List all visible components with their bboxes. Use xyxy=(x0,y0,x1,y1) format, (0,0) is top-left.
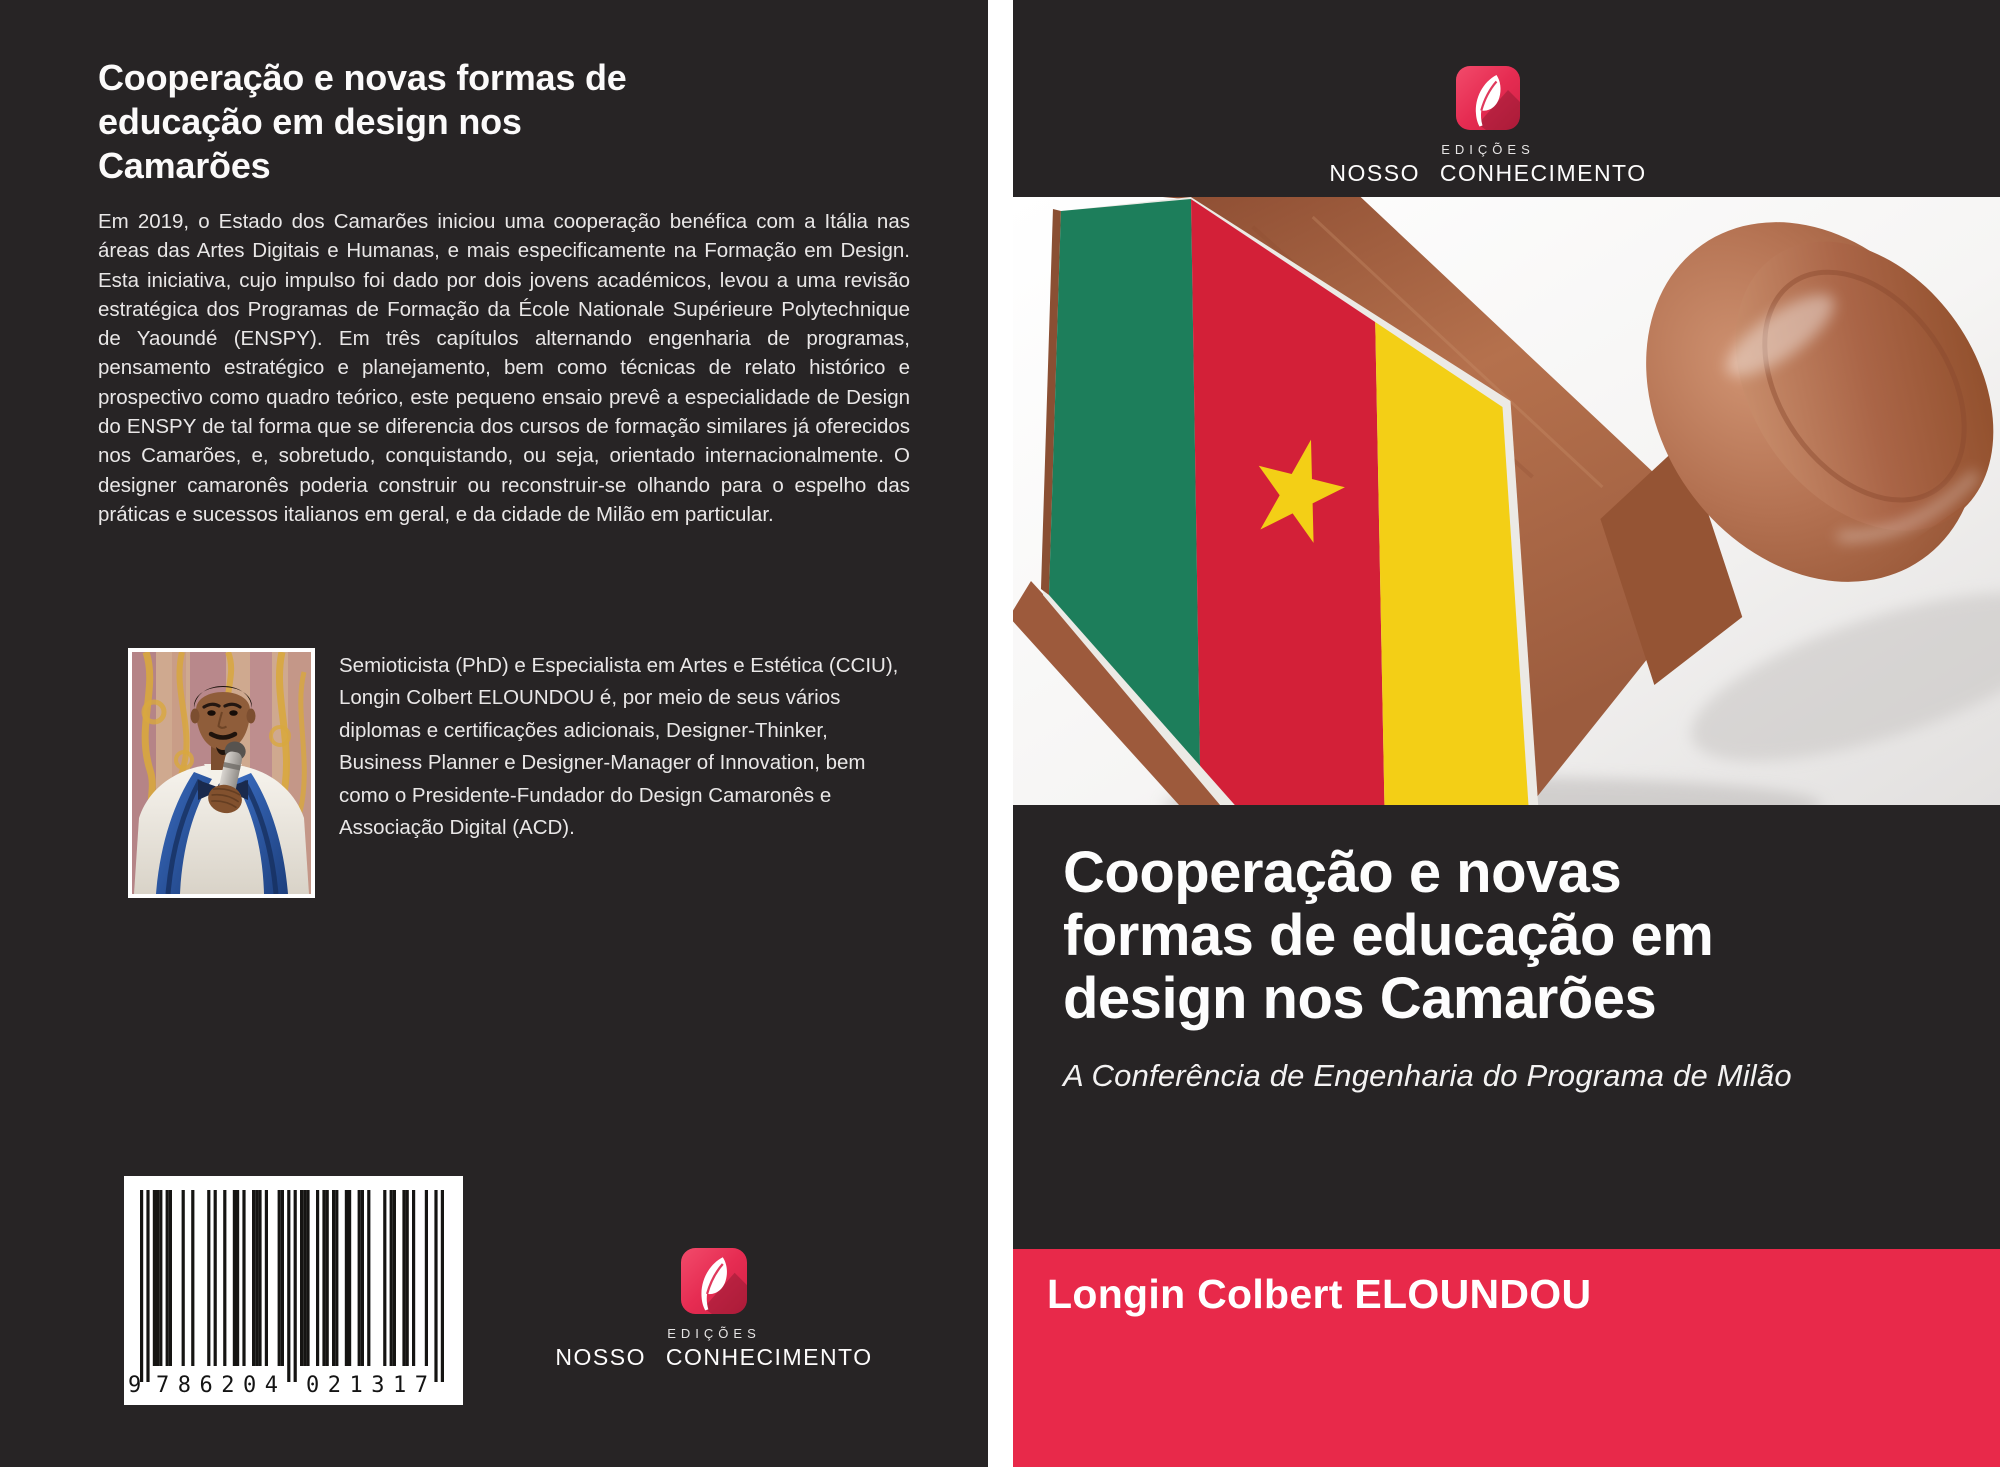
isbn-group-1: 9 xyxy=(128,1373,142,1398)
front-title-line-3: design nos Camarões xyxy=(1063,966,1657,1031)
isbn-group-3: 021317 xyxy=(306,1373,437,1398)
cameroon-flag-stamp-illustration xyxy=(1013,197,2000,805)
publisher-line-small: EDIÇÕES xyxy=(1441,142,1535,157)
author-bio: Semioticista (PhD) e Especialista em Artes e Estética (CCIU), Longin Colbert ELOUNDOU é, por meio de seus vários diplomas e certificações adicionais, Designer-Thinker, Business Planner e Designer-Manager of Innovation, bem como o Presidente-Fundador do Design Camaronês e Associação Digital (ACD). xyxy=(339,654,899,840)
isbn-barcode xyxy=(124,1176,463,1405)
front-top-band xyxy=(1013,0,2000,197)
front-title-band xyxy=(1013,805,2000,1249)
front-cover-subtitle: A Conferência de Engenharia do Programa de Milão xyxy=(1063,1058,1792,1093)
isbn-group-2: 786204 xyxy=(156,1373,287,1398)
publisher-logo-icon xyxy=(681,1248,747,1314)
publisher-logo-icon xyxy=(1456,66,1520,130)
back-cover-title xyxy=(98,56,627,188)
author-band xyxy=(1013,1249,2000,1467)
back-cover-blurb: Em 2019, o Estado dos Camarões iniciou uma cooperação benéfica com a Itália nas áreas das Artes Digitais e Humanas, e mais especificamente na Formação em Design. Esta iniciativa, cujo impulso foi dado por dois jovens académicos, levou a uma revisão estratégica dos Programas de Formação da École Nationale Supérieure Polytechnique de Yaoundé (ENSPY). Em três capítulos alternando engenharia de programas, pensamento estratégico e planejamento, bem como técnicas de relato histórico e prospectivo como quadro teórico, este pequeno ensaio prevê a especialidade de Design do ENSPY de tal forma que se diferencia dos cursos de formação similares já oferecidos nos Camarões, e, sobretudo, conquistando, ou seja, orientado internacionalmente. O designer camaronês poderia construir ou reconstruir-se olhando para o espelho das práticas e sucessos italianos em geral, e da cidade de Milão em particular. xyxy=(98,210,910,526)
publisher-name: NOSSO CONHECIMENTO xyxy=(1329,160,1647,186)
front-cover xyxy=(1013,0,2000,1467)
publisher-line-small: EDIÇÕES xyxy=(667,1326,761,1341)
barcode-bars xyxy=(140,1190,444,1382)
back-cover xyxy=(0,0,988,1467)
publisher-logo-front xyxy=(1329,66,1647,187)
back-title-line-3: Camarões xyxy=(98,145,271,186)
flag-stamp-photo xyxy=(1013,197,2000,805)
author-photo xyxy=(128,648,315,898)
publisher-logo-back xyxy=(555,1248,873,1371)
publisher-name: NOSSO CONHECIMENTO xyxy=(555,1344,873,1370)
front-cover-title xyxy=(1063,841,1964,1030)
front-title-line-2: formas de educação em xyxy=(1063,903,1714,968)
back-title-line-1: Cooperação e novas formas de xyxy=(98,57,627,98)
isbn-digits xyxy=(128,1373,446,1399)
author-name: Longin Colbert ELOUNDOU xyxy=(1047,1271,1592,1317)
front-title-line-1: Cooperação e novas xyxy=(1063,840,1622,905)
author-portrait-illustration xyxy=(132,652,311,894)
spine xyxy=(988,0,1013,1467)
back-title-line-2: educação em design nos xyxy=(98,101,522,142)
